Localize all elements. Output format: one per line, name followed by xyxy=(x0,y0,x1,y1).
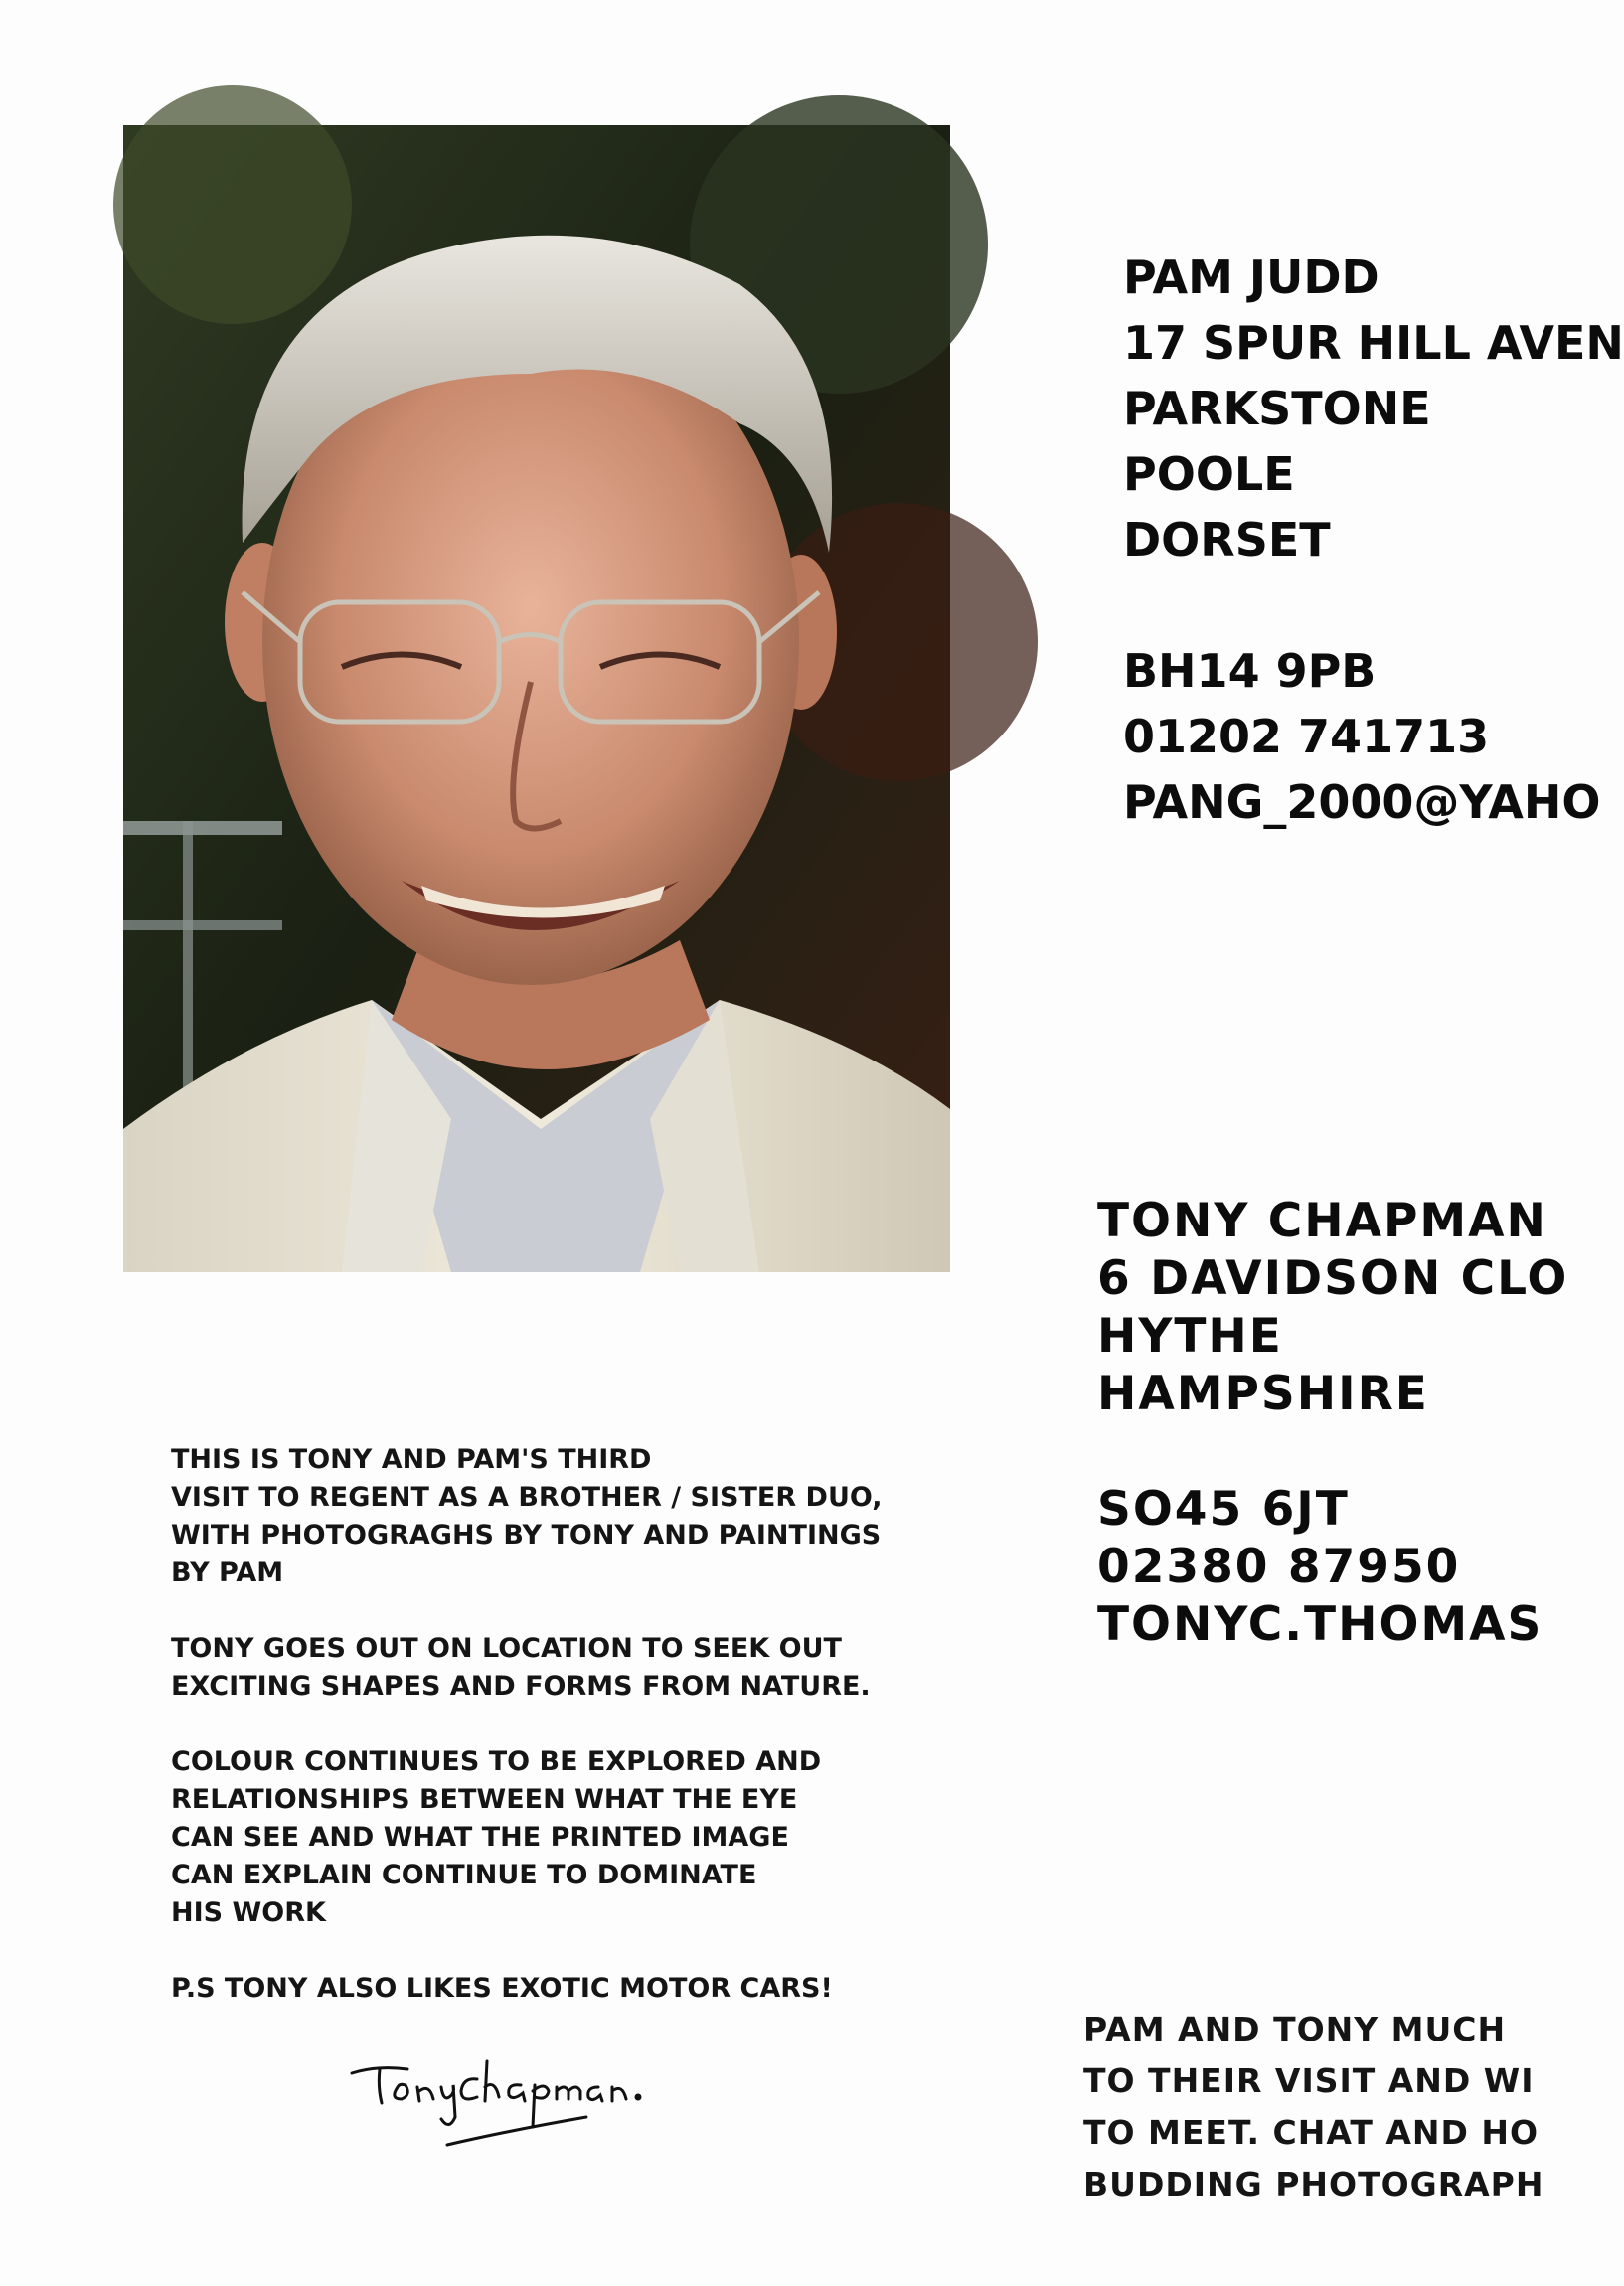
bio-text xyxy=(171,1441,1006,2045)
tony-county: HAMPSHIRE xyxy=(1097,1367,1429,1421)
tony-postcode: SO45 6JT xyxy=(1097,1482,1350,1537)
tony-phone: 02380 87950 xyxy=(1097,1540,1461,1594)
pam-postcode: BH14 9PB xyxy=(1123,644,1377,698)
footer-line-3: TO MEET. CHAT AND HO xyxy=(1083,2113,1540,2152)
footer-line-1: PAM AND TONY MUCH xyxy=(1083,2010,1507,2048)
spacer xyxy=(1123,572,1568,638)
spacer xyxy=(1097,1423,1543,1481)
portrait-photo xyxy=(123,125,950,1272)
pam-phone: 01202 741713 xyxy=(1123,710,1490,763)
bio-paragraph-4: P.S TONY ALSO LIKES EXOTIC MOTOR CARS! xyxy=(171,1973,833,2004)
tony-street: 6 DAVIDSON CLO xyxy=(1097,1251,1569,1306)
bio-paragraph-1: THIS IS TONY AND PAM'S THIRD VISIT TO REGENT AS A BROTHER / SISTER DUO, WITH PHOTOGRAGHS BY TONY AND PAINTINGS BY PAM xyxy=(171,1444,883,1588)
footer-text xyxy=(1083,2004,1568,2210)
pam-address-block xyxy=(1123,245,1624,835)
bio-paragraph-3: COLOUR CONTINUES TO BE EXPLORED AND RELATIONSHIPS BETWEEN WHAT THE EYE CAN SEE AND WHAT THE PRINTED IMAGE CAN EXPLAIN CONTINUE TO DOMINATE HIS WORK xyxy=(171,1746,822,1928)
signature xyxy=(338,2047,666,2167)
tony-address-block xyxy=(1097,1193,1569,1654)
bio-paragraph-2: TONY GOES OUT ON LOCATION TO SEEK OUT EXCITING SHAPES AND FORMS FROM NATURE. xyxy=(171,1633,871,1702)
pam-county: DORSET xyxy=(1123,513,1331,567)
tony-name: TONY CHAPMAN xyxy=(1097,1194,1547,1248)
pam-name: PAM JUDD xyxy=(1123,250,1380,304)
pam-email: PANG_2000@YAHO xyxy=(1123,775,1601,829)
footer-line-2: TO THEIR VISIT AND WI xyxy=(1083,2061,1535,2100)
tony-town: HYTHE xyxy=(1097,1309,1283,1364)
tony-email: TONYC.THOMAS xyxy=(1097,1597,1543,1652)
pam-street: 17 SPUR HILL AVEN xyxy=(1123,316,1624,370)
pam-district: PARKSTONE xyxy=(1123,382,1431,435)
footer-line-4: BUDDING PHOTOGRAPH xyxy=(1083,2165,1544,2204)
pam-town: POOLE xyxy=(1123,447,1295,501)
